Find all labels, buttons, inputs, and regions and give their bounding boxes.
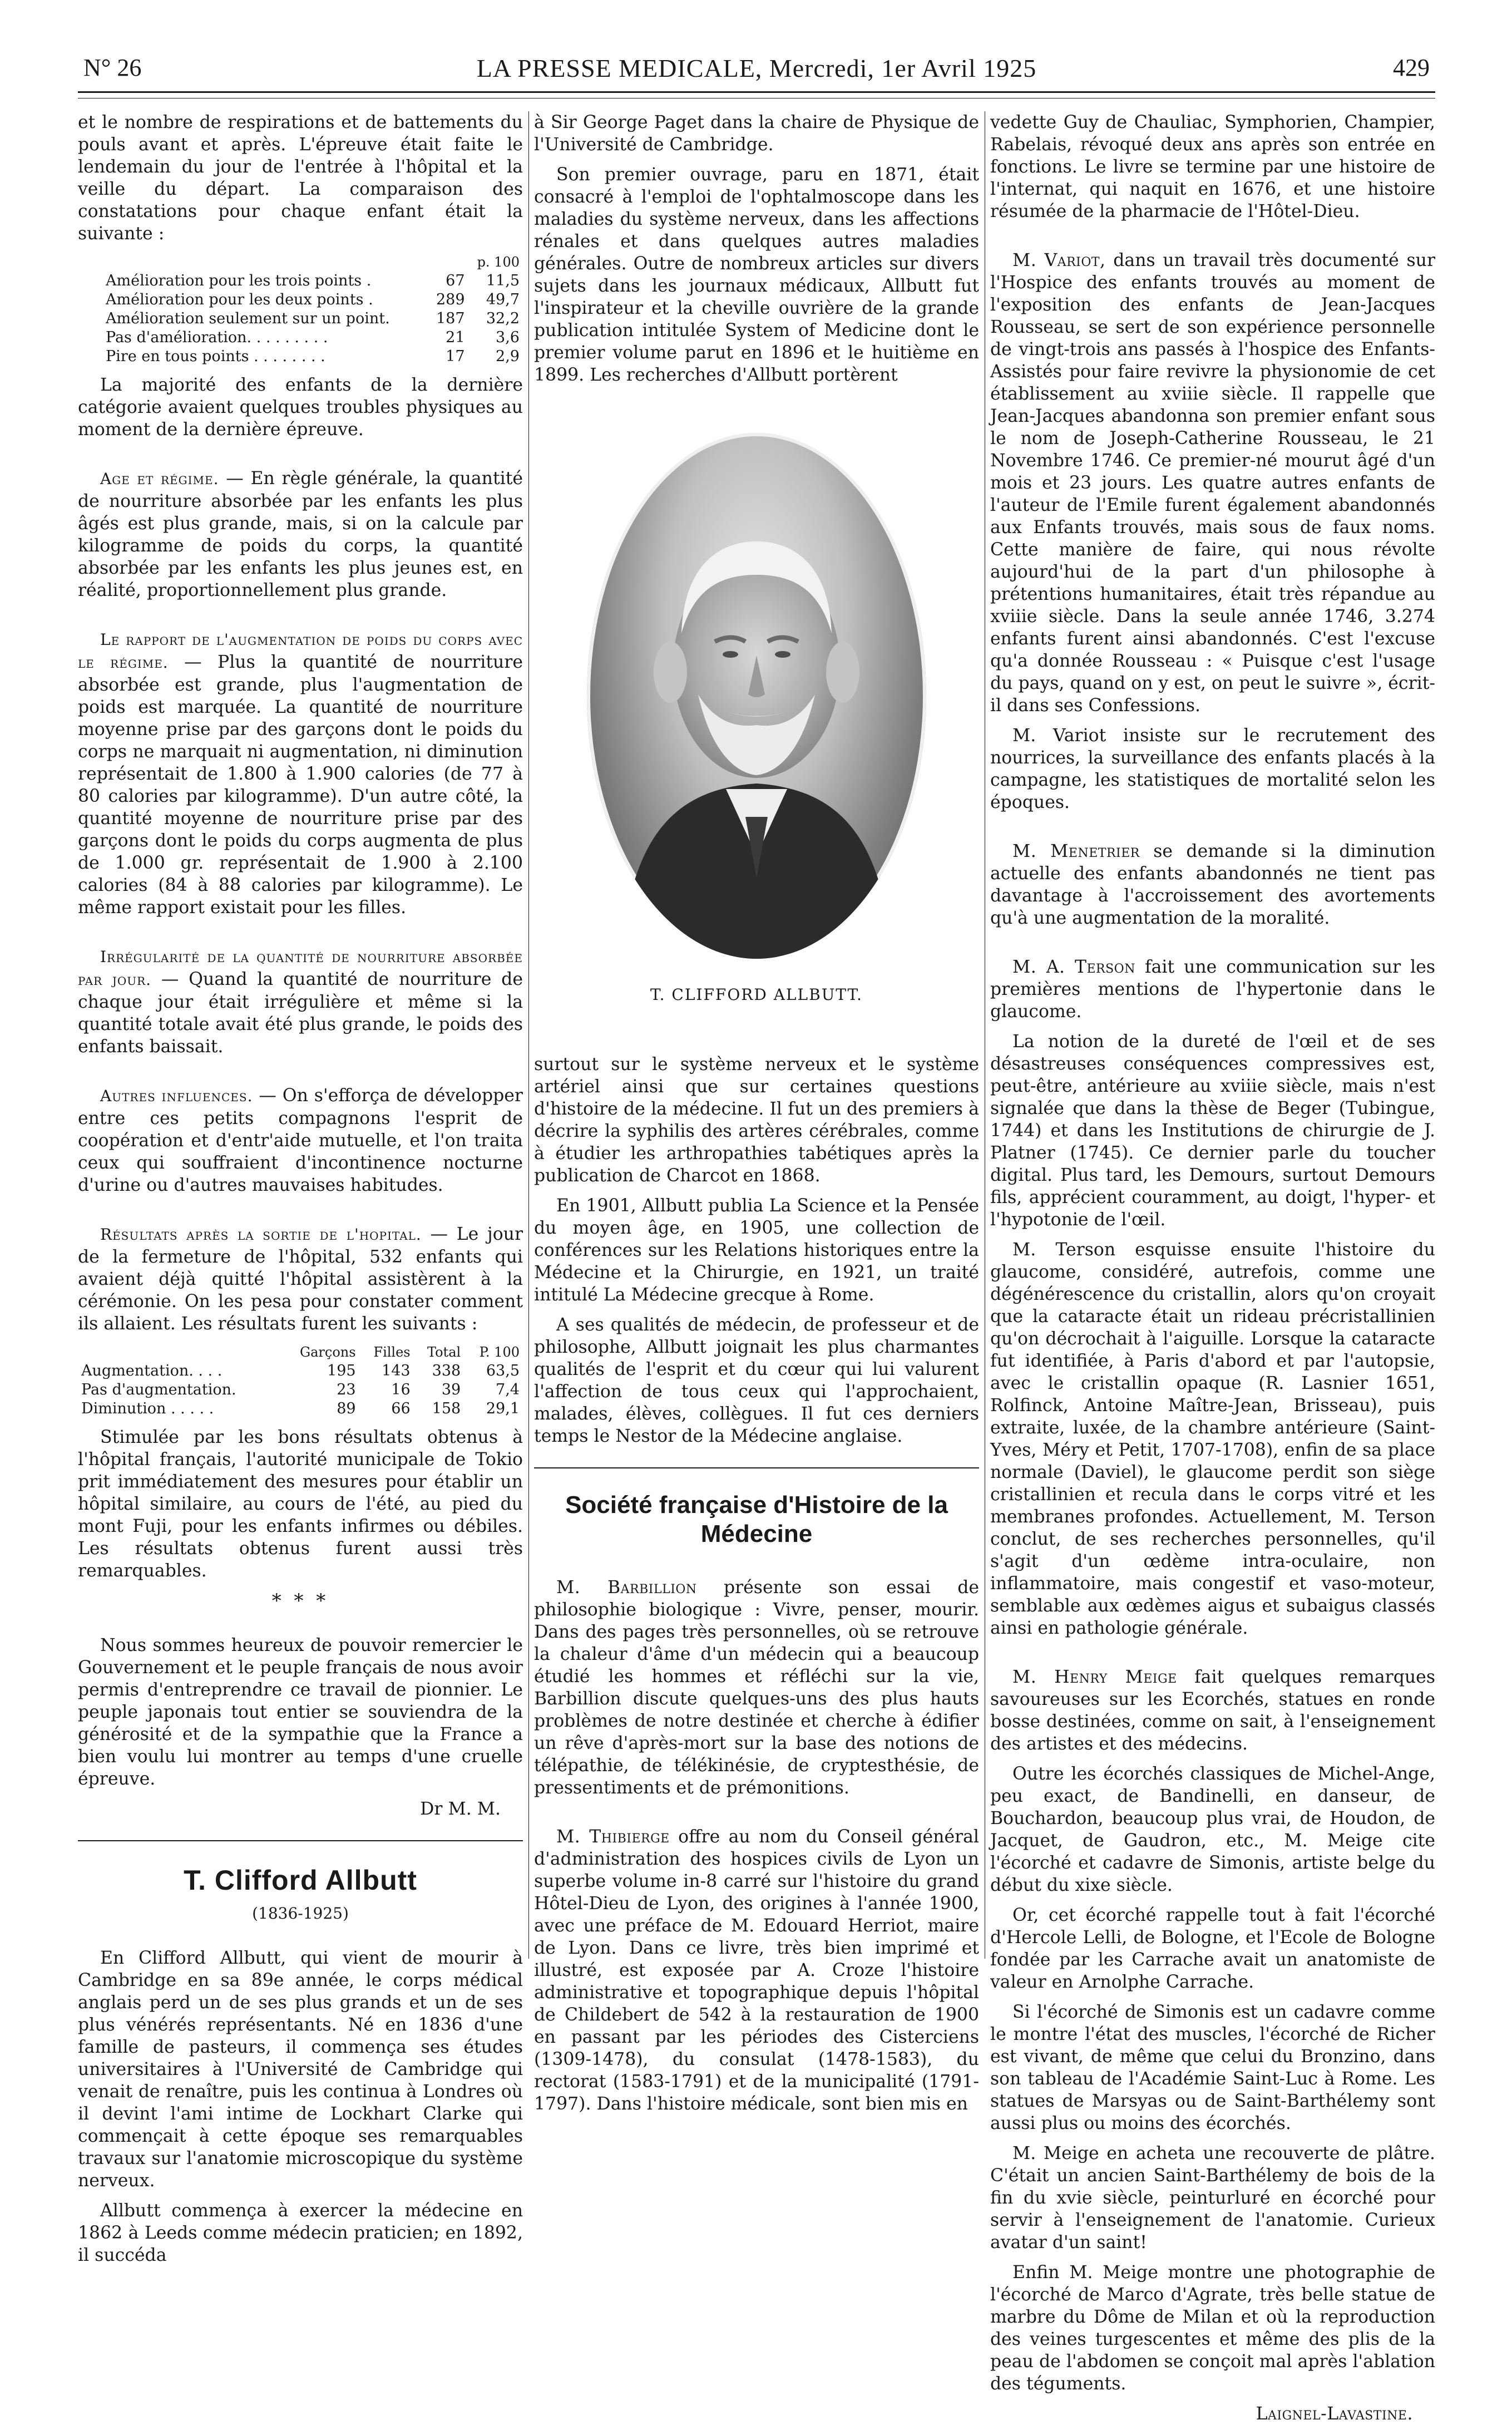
table-row: Pas d'augmentation. 23 16 39 7,4 bbox=[81, 1381, 520, 1398]
paragraph: Outre les écorchés classiques de Michel-Ange, peu exact, de Bandinelli, en danseur, de Bouchardon, beaucoup plus vrai, de Houdon, de Jacquet, de Gaudron, etc., M. Meige cite l'écorché et cadavre de Simonis, artiste belge du début du xixe siècle. bbox=[990, 1764, 1435, 1895]
paragraph: Le rapport de l'augmentation de poids du corps avec le régime. — Plus la quantité de nourriture absorbée est grande, plus l'augmentation de poids est marquée. La quantité de nourriture moyenne prise par des garçons dont le poids du corps ne marquait ni augmentation, ni diminution représentait de 1.800 à 1.900 calories (de 77 à 80 calories par kilogramme). D'un autre côté, la quantité moyenne de nourriture prise par des garçons dont le poids du corps augmenta de plus de 1.000 gr. représentait de 1.900 à 2.100 calories (84 à 88 calories par kilogramme). Le même rapport existait pour les filles. bbox=[78, 630, 523, 918]
paragraph: Nous sommes heureux de pouvoir remercier le Gouvernement et le peuple français de nous avoir permis d'entreprendre ce travail de pionnier. Le peuple japonais tout entier se souviendra de la générosité et de la sympathie que la France a bien voulu lui montrer au temps d'une cruelle épreuve. bbox=[78, 1635, 523, 1789]
paragraph: M. Terson esquisse ensuite l'histoire du glaucome, considéré, autrefois, comme une dégénérescence du cristallin, alors qu'on croyait que la cataracte était un rideau précristallinien qu'on décrochait à l'aiguille. Lorsque la cataracte fut identifiée, à Paris d'abord et par l'autopsie, avec le cristallin opaque (R. Lasnier 1651, Rolfinck, Antoine Maître-Jean, Brisseau), puis extraite, luxée, de la chambre antérieure (Saint-Yves, Méry et Petit, 1707-1708), enfin de sa place normale (Daviel), le glaucome perdit son siège cristallinien et recula dans le corps vitré et les membranes profondes. Actuellement, M. Terson conclut, de ses recherches personnelles, qu'il s'agit d'un œdème intra-oculaire, non inflammatoire, mais congestif et vaso-moteur, semblable aux œdèmes aigus et subaigus classés ainsi en pathologie générale. bbox=[990, 1240, 1435, 1638]
paragraph: M. Henry Meige fait quelques remarques savoureuses sur les Ecorchés, statues en ronde bosse destinées, comme on sait, à l'enseignement des artistes et des médecins. bbox=[990, 1667, 1435, 1754]
portrait-figure bbox=[534, 394, 979, 1048]
paragraph: M. A. Terson fait une communication sur les premières mentions de l'hypertonie dans le glaucome. bbox=[990, 957, 1436, 1022]
signature: Dr M. M. bbox=[420, 1799, 501, 1819]
paragraph: Résultats après la sortie de l'hopital. — Le jour de la fermeture de l'hôpital, 532 enfants qui avaient déjà quitté l'hôpital assistèrent à la cérémonie. On les pesa pour constater comment ils allaient. Les résultats furent les suivants : bbox=[78, 1224, 523, 1334]
paragraph: Irrégularité de la quantité de nourriture absorbée par jour. — Quand la quantité de nourriture de chaque jour était irrégulière et même si la quantité totale avait été plus grande, le poids des enfants baissait. bbox=[78, 948, 523, 1057]
paragraph: et le nombre de respirations et de battements du pouls avant et après. L'épreuve était faite le lendemain du jour de l'entrée à l'hôpital et la veille du départ. La comparaison des constatations pour chaque enfant était la suivante : bbox=[78, 112, 523, 244]
table-header-row: Garçons Filles Total P. 100 bbox=[299, 1344, 520, 1360]
table-row: Amélioration pour les deux points . 289 49,7 bbox=[106, 291, 520, 308]
paragraph: Son premier ouvrage, paru en 1871, était consacré à l'emploi de l'ophtalmoscope dans les maladies du système nerveux, dans les affections rénales et dans quelques autres maladies générales. Outre de nombreux articles sur divers sujets dans les journaux médicaux, Allbutt fut l'inspirateur et la cheville ouvrière de la grande publication intitulée System of Medicine dont le premier volume parut en 1896 et le huitième en 1899. Les recherches d'Allbutt portèrent bbox=[534, 165, 979, 385]
speaker-name: M. Thibierge bbox=[556, 1827, 670, 1847]
paragraph: La majorité des enfants de la dernière catégorie avaient quelques troubles physiques au moment de la dernière épreuve. bbox=[78, 375, 523, 440]
paragraph: Allbutt commença à exercer la médecine en 1862 à Leeds comme médecin praticien; en 1892, il succéda bbox=[78, 2201, 523, 2265]
table-row: Amélioration pour les trois points . 67 11,5 bbox=[106, 272, 520, 289]
paragraph: Or, cet écorché rappelle tout à fait l'écorché d'Hercole Lelli, de Bologne, et l'Ecole de Bologne fondée par les Carrache avait un anatomiste de valeur en Arnolphe Carrache. bbox=[990, 1905, 1435, 1992]
subsection-heading: Age et régime. bbox=[100, 470, 219, 488]
paragraph: M. Meige en acheta une recouverte de plâtre. C'était un ancien Saint-Barthélemy de bois de la fin du xvie siècle, peinturluré en écorché pour servir à l'enseignement de l'anatomie. Curieux avatar d'un saint! bbox=[990, 2143, 1435, 2253]
signature: Laignel-Lavastine. bbox=[1256, 2404, 1413, 2424]
portrait-illustration bbox=[587, 433, 926, 959]
results-table bbox=[78, 1343, 523, 1418]
section-title: Société française d'Histoire de la Médecine bbox=[565, 1491, 948, 1547]
paragraph: M. Thibierge offre au nom du Conseil général d'administration des hospices civils de Lyon un superbe volume in-8 carré sur l'histoire du grand Hôtel-Dieu de Lyon, des origines à l'année 1900, avec une préface de M. Edouard Herriot, maire de Lyon. Dans ce livre, très bien imprimé et illustré, est exposée par A. Croze l'histoire administrative et topographique depuis l'hôpital de Childebert de 542 à la restauration de 1900 en passant par les périodes des Cisterciens (1309-1478), du consulat (1478-1583), du rectorat (1583-1791) et de la municipalité (1791-1797). Dans l'histoire médicale, sont bien mis en bbox=[534, 1827, 980, 2114]
paragraph: En Clifford Allbutt, qui vient de mourir à Cambridge en sa 89e année, le corps médical anglais perd un de ses plus grands et un de ses plus vénérés représentants. Né en 1836 d'une famille de pasteurs, il commença ses études universitaires à l'Université de Cambridge qui venait de renaître, puis les continua à Londres où il devint l'ami intime de Lockhart Clarke qui commençait à cette époque ses remarquables travaux sur l'anatomie microscopique du système nerveux. bbox=[78, 1948, 523, 2191]
speaker-name: M. Variot, bbox=[1012, 250, 1106, 270]
table-row: Diminution . . . . . 89 66 158 29,1 bbox=[81, 1400, 520, 1417]
portrait-caption: T. CLIFFORD ALLBUTT. bbox=[650, 985, 863, 1004]
subsection-heading: Irrégularité de la quantité de nourriture absorbée par jour. bbox=[78, 948, 523, 989]
subsection-heading: Le rapport de l'augmentation de poids du corps avec le régime. bbox=[78, 630, 523, 672]
speaker-name: M. A. Terson bbox=[1012, 957, 1135, 977]
paragraph: Age et régime. — En règle générale, la quantité de nourriture absorbée par les enfants les plus âgés est plus grande, mais, si on la calcule par kilogramme de poids du corps, la quantité absorbée par les enfants les plus jeunes est, en réalité, proportionnellement plus grande. bbox=[78, 469, 523, 600]
paragraph: M. Variot, dans un travail très documenté sur l'Hospice des enfants trouvés au moment de l'exposition des enfants de Jean-Jacques Rousseau, se sert de son expérience personnelle de vingt-trois ans passés à l'hospice des Enfants-Assistés pour faire revivre la physionomie de cet établissement au xviiie siècle. Il rappelle que Jean-Jacques abandonna son premier enfant sous le nom de Joseph-Catherine Rousseau, le 21 Novembre 1746. Ce premier-né mourut âgé d'un mois et 23 jours. Les quatre autres enfants de l'auteur de l'Emile furent également abandonnés aux Enfants trouvés, mais sous de faux noms. Cette manière de faire, qui nous révolte aujourd'hui de la part d'un philosophe à prétentions humanitaires, était très répandue au xviiie siècle. Dans la seule année 1746, 3.274 enfants furent ainsi abandonnés. C'est l'excuse qu'a donnée Rousseau : « Puisque c'est l'usage du pays, quand on y est, on peut le suivre », écrit-il dans ses Confessions. bbox=[990, 250, 1436, 716]
article-divider bbox=[78, 1840, 523, 1841]
paragraph: M. Menetrier se demande si la diminution actuelle des enfants abandonnés ne tient pas davantage à l'accroissement des avortements qu'à une augmentation de la moralité. bbox=[990, 841, 1435, 928]
column-2 bbox=[534, 111, 979, 2123]
article-divider bbox=[534, 1467, 979, 1468]
issue-number: N° 26 bbox=[83, 54, 142, 81]
table-row: Pas d'amélioration. . . . . . . . . 21 3,6 bbox=[106, 329, 520, 346]
subsection-heading: Autres influences. bbox=[100, 1087, 253, 1105]
paragraph: surtout sur le système nerveux et le système artériel ainsi que sur certaines questions d'histoire de la médecine. Il fut un des premiers à décrire la syphilis des artères cérébrales, comme à étudier les arthropathies tabétiques après la publication de Charcot en 1868. bbox=[534, 1054, 979, 1186]
speaker-name: M. Menetrier bbox=[1012, 841, 1140, 861]
column-divider bbox=[528, 111, 529, 1959]
speaker-name: M. Henry Meige bbox=[1012, 1667, 1177, 1687]
subsection-heading: Résultats après la sortie de l'hopital. bbox=[100, 1225, 422, 1244]
column-1 bbox=[78, 111, 523, 2274]
page-number: 429 bbox=[1393, 54, 1430, 81]
paragraph: La notion de la dureté de l'œil et de ses désastreuses conséquences compressives est, peut-être, antérieure au xviiie siècle, mais n'est signalée que dans la thèse de Beger (Tubingue, 1744) et dans les Institutions de chirurgie de J. Platner (1745). Ce dernier parle du toucher digital. Plus tard, les Demours, surtout Demours fils, apprécient couramment, au doigt, l'hyper- et l'hypotonie de l'œil. bbox=[990, 1032, 1435, 1230]
paragraph: Autres influences. — On s'efforça de développer entre ces petits compagnons l'esprit de coopération et d'entr'aide mutuelle, et l'on traita ceux qui souffraient d'incontinence nocturne d'urine ou d'autres mauvaises habitudes. bbox=[78, 1086, 523, 1195]
journal-title: LA PRESSE MEDICALE, Mercredi, 1er Avril 1925 bbox=[476, 54, 1037, 82]
portrait-photo bbox=[587, 433, 926, 959]
section-ornament: * * * bbox=[271, 1590, 329, 1612]
obituary-title: T. Clifford Allbutt bbox=[184, 1865, 417, 1896]
paragraph: En 1901, Allbutt publia La Science et la Pensée du moyen âge, en 1905, une collection de conférences sur les Relations historiques entre la Médecine et la Chirurgie, en 1921, un traité intitulé La Médecine grecque à Rome. bbox=[534, 1196, 979, 1305]
page-header bbox=[78, 51, 1435, 93]
obituary-dates: (1836-1925) bbox=[252, 1904, 349, 1923]
table-row: Pire en tous points . . . . . . . . 17 2,9 bbox=[106, 348, 520, 365]
paragraph: M. Barbillion présente son essai de philosophie biologique : Vivre, penser, mourir. Dans des pages très personnelles, où se retrouve la chaleur d'âme d'un médecin qui a beaucoup étudié les hommes et réfléchi sur la vie, Barbillion discute quelques-uns des plus hauts problèmes de notre destinée et cherche à édifier un rêve d'après-mort sur la base des notions de télépathie, de télékinésie, de cryptesthésie, de pressentiments et de prémonitions. bbox=[534, 1578, 979, 1798]
table-header: p. 100 bbox=[477, 254, 520, 270]
paragraph: Enfin M. Meige montre une photographie de l'écorché de Marco d'Agrate, très belle statue de marbre du Dôme de Milan et où la reproduction des veines turgescentes et même des plis de la peau de l'abdomen se conçoit mal après l'ablation des téguments. bbox=[990, 2263, 1435, 2394]
improvement-table bbox=[78, 253, 523, 366]
table-row: Amélioration seulement sur un point. 187 32,2 bbox=[106, 310, 520, 327]
paragraph: Si l'écorché de Simonis est un cadavre comme le montre l'état des muscles, l'écorché de Richer est vivant, de même que celui du Bronzino, dans son tableau de l'Académie Saint-Luc à Rome. Les statues de Marsyas ou de Saint-Barthélemy sont aussi plus ou moins des écorchés. bbox=[990, 2002, 1435, 2133]
column-3 bbox=[990, 111, 1435, 2425]
paragraph: à Sir George Paget dans la chaire de Physique de l'Université de Cambridge. bbox=[534, 112, 979, 155]
paragraph: vedette Guy de Chauliac, Symphorien, Champier, Rabelais, révoqué deux ans après son entrée en fonctions. Le livre se termine par une histoire de l'internat, qui naquit en 1676, et une histoire résumée de la pharmacie de l'Hôtel-Dieu. bbox=[990, 112, 1435, 221]
paragraph: M. Variot insiste sur le recrutement des nourrices, la surveillance des enfants placés à la campagne, les statistiques de mortalité selon les époques. bbox=[990, 726, 1435, 812]
table-row: Augmentation. . . . 195 143 338 63,5 bbox=[81, 1362, 520, 1379]
speaker-name: M. Barbillion bbox=[556, 1578, 697, 1598]
paragraph: A ses qualités de médecin, de professeur et de philosophe, Allbutt joignait les plus charmantes qualités de l'esprit et du cœur qui lui valurent l'affection de tous ceux qui l'approchaient, malades, élèves, collègues. Il fut ces derniers temps le Nestor de la Médecine anglaise. bbox=[534, 1315, 979, 1446]
paragraph: Stimulée par les bons résultats obtenus à l'hôpital français, l'autorité municipale de Tokio prit immédiatement des mesures pour établir un hôpital similaire, au cours de l'été, au pied du mont Fuji, pour les enfants infirmes ou débiles. Les résultats obtenus furent aussi très remarquables. bbox=[78, 1427, 523, 1581]
